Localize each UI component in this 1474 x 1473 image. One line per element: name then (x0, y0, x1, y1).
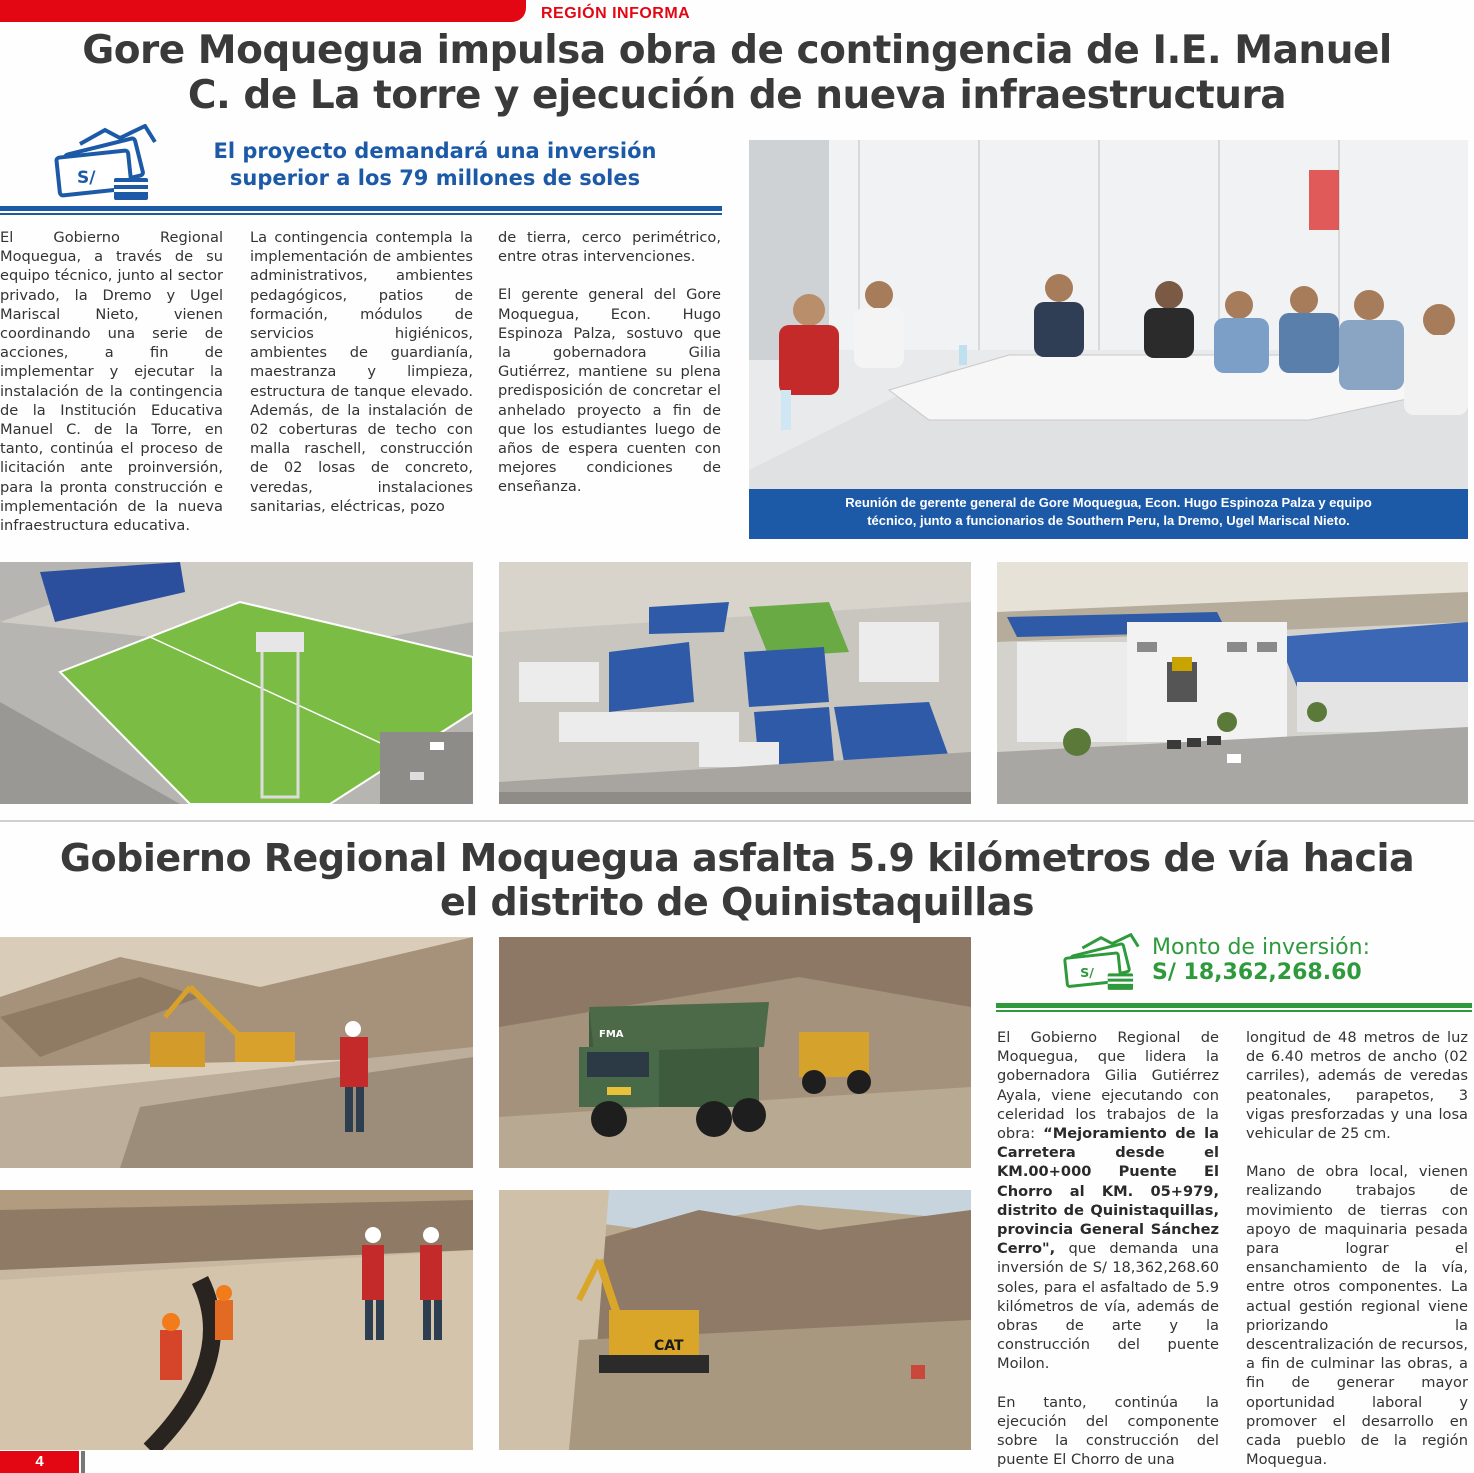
icon-currency-text-green: S/ (1080, 965, 1094, 981)
icon-currency-text: S/ (77, 168, 96, 188)
article1-headline-line2: C. de La torre y ejecución de nueva infraestructura (187, 73, 1287, 118)
rendering-school-facade (997, 562, 1468, 804)
green-rule-thin (996, 1010, 1472, 1012)
rendering-school-aerial (499, 562, 971, 804)
rendering-soccer-field (0, 562, 473, 804)
article2-col1-intro: El Gobierno Regional de Moquegua, que lidera la gobernadora Gilia Gutiérrez Ayala, viene ejecutando con celeridad los trabajos de la obra: (997, 1029, 1219, 1143)
road-photo-excavator (0, 937, 473, 1168)
investment-amount: S/ 18,362,268.60 (1152, 960, 1362, 985)
article1-column-2 (250, 228, 473, 516)
article2-column-1 (997, 1028, 1219, 1469)
header-red-bar (0, 0, 526, 22)
caption-line1: Reunión de gerente general de Gore Moquegua, Econ. Hugo Espinoza Palza y equipo (845, 495, 1372, 510)
road-photo-dump-truck (499, 937, 971, 1168)
article2-column-2 (1246, 1028, 1468, 1469)
green-rule (996, 1003, 1472, 1008)
article2-col2-p2: Mano de obra local, vienen realizando trabajos de movimiento de tierras con apoyo de maquinaria pesada para lograr el ensanchamiento de la vía, entre otros componentes. La actual gestión regional viene priorizando la descentralización de recursos, a fin de culminar las obras, a fin de generar mayor oportunidad laboral y promover el desarrollo en cada pueblo de la región Moquegua. (1246, 1163, 1468, 1469)
section-tag: REGIÓN INFORMA (541, 5, 691, 22)
page-number-edge (81, 1451, 85, 1473)
article2-col2-p1: longitud de 48 metros de luz de 6.40 metros de ancho (02 carriles), además de veredas peatonales, parapetos, 3 vigas presforzadas y una losa vehicular de 25 cm. (1246, 1029, 1468, 1143)
page-number: 4 (0, 1451, 79, 1473)
article1-headline-line1: Gore Moquegua impulsa obra de contingencia de I.E. Manuel (82, 28, 1392, 73)
article2-project-name: “Mejoramiento de la Carretera desde el KM.00+000 Puente El Chorro al KM. 05+979, distrito de Quinistaquillas, provincia General Sánchez Cerro", (997, 1125, 1219, 1258)
road-photo-workers (0, 1190, 473, 1450)
article1-column-1 (0, 228, 223, 535)
article2-headline-line1: Gobierno Regional Moquegua asfalta 5.9 kilómetros de vía hacia (59, 836, 1415, 880)
article2-col1-rest: que demanda una inversión de S/ 18,362,268.60 soles, para el asfaltado de 5.9 kilómetros de vía, además de obras de arte y la construcción del puente Moilon. (997, 1240, 1219, 1373)
investment-label: Monto de inversión: (1152, 935, 1371, 960)
meeting-photo (749, 140, 1468, 489)
article1-headline (0, 28, 1474, 118)
blue-rule-thin (0, 213, 722, 215)
money-bills-icon-green (1060, 933, 1142, 993)
blue-rule (0, 206, 722, 211)
article1-col3-p2: El gerente general del Gore Moquegua, Econ. Hugo Espinoza Palza, sostuvo que la gobernadora Gilia Gutiérrez, mantiene su plena predisposición de concretar el anhelado proyecto a fin de que los estudiantes luego de años de espera cuenten con mejores condiciones de enseñanza. (498, 286, 721, 496)
article2-headline-line2: el distrito de Quinistaquillas (440, 880, 1034, 924)
caption-line2: técnico, junto a funcionarios de Southern Peru, la Dremo, Ugel Mariscal Nieto. (867, 513, 1350, 528)
article1-col2-text: La contingencia contempla la implementación de ambientes administrativos, ambientes pedagógicos, patios de formación, módulos de servicios higiénicos, ambientes de guardianía, maestranza y limpieza, estructura de tanque elevado. Además, de la instalación de 02 coberturas de techo con malla raschell, construcción de 02 losas de concreto, veredas, instalaciones sanitarias, eléctricas, pozo (250, 229, 473, 515)
articles-divider (0, 820, 1474, 822)
article1-column-3 (498, 228, 721, 497)
article2-headline (0, 836, 1474, 924)
road-photo-cat-excavator (499, 1190, 971, 1450)
article2-col1-p2: En tanto, continúa la ejecución del componente sobre la construcción del puente El Chorro de una (997, 1393, 1219, 1469)
meeting-photo-caption (749, 489, 1468, 539)
cat-brand-text: CAT (654, 1338, 684, 1354)
article1-col1-text: El Gobierno Regional Moquegua, a través de su equipo técnico, junto al sector privado, la Dremo y Ugel Mariscal Nieto, vienen coordinando una serie de acciones, a fin de implementar y ejecutar la instalación de la contingencia de la Institución Educativa Manuel C. de la Torre, en tanto, continúa el proceso de licitación ante proinversión, para la pronta construcción e implementación de la nueva infraestructura educativa. (0, 229, 223, 535)
article1-subhead-line2: superior a los 79 millones de soles (229, 166, 641, 190)
article1-col3-p1: de tierra, cerco perimétrico, entre otras intervenciones. (498, 229, 721, 266)
money-bills-icon (50, 124, 160, 204)
article1-subhead (170, 138, 700, 192)
article2-col1-p1 (997, 1028, 1219, 1374)
truck-logo-text: FMA (599, 1029, 624, 1040)
article1-subhead-line1: El proyecto demandará una inversión (213, 139, 657, 163)
